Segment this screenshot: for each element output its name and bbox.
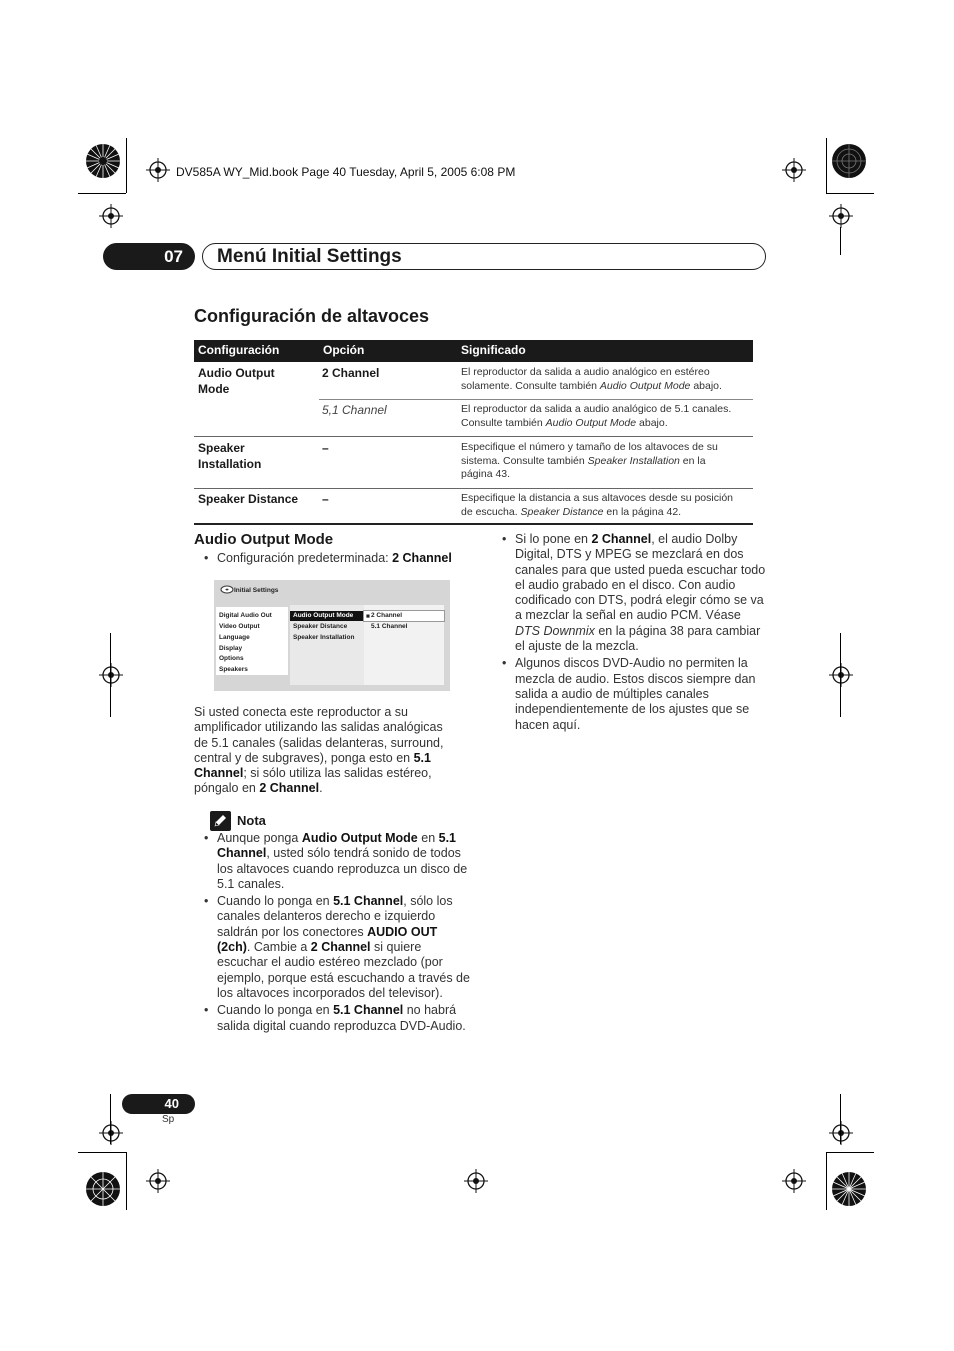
list-item: • Configuración predeterminada: 2 Channel (194, 551, 484, 566)
subsection-title: Audio Output Mode (194, 531, 334, 548)
registration-star-icon (830, 1170, 868, 1208)
submenu-item: Audio Output Mode (293, 612, 354, 619)
menu-item: Digital Audio Out (219, 612, 272, 619)
right-column-list (492, 532, 768, 735)
crosshair-icon (99, 663, 123, 687)
menu-item: Video Output (219, 623, 260, 630)
option-item: 5.1 Channel (371, 623, 408, 630)
column-header: Significado (461, 343, 526, 357)
column-header: Opción (323, 343, 365, 357)
list-item: • Si lo pone en 2 Channel, el audio Dolby Digital, DTS y MPEG se mezclará en dos canales para que usted pueda escuchar todo el audio grabado en el disco. Con audio codificado con DTS, podrá elegir cómo se va a mezclar la señal en audio PCM. Véase DTS Downmix en la página 38 para cambiar el ajuste de la mezcla. (492, 532, 768, 654)
crosshair-icon (829, 204, 853, 228)
table-row-option: 5,1 Channel (322, 403, 387, 417)
submenu-item: Speaker Installation (293, 634, 355, 641)
menu-item: Language (219, 634, 250, 641)
table-row-option: 2 Channel (322, 366, 380, 380)
table-row-meaning: Especifique el número y tamaño de los altavoces de su sistema. Consulte también Speaker Installation en la página 43. (461, 441, 718, 480)
list-item: • Cuando lo ponga en 5.1 Channel, sólo los canales delanteros derecho e izquierdo saldrán por los conectores AUDIO OUT (2ch). Cambie a 2 Channel si quiere escuchar el audio estéreo mezclado (por ejemplo, porque está escuchando a través de los altavoces incorporados del televisor). (194, 894, 474, 1001)
menu-item: Display (219, 645, 243, 652)
chapter-number: 07 (103, 243, 195, 270)
section-title: Configuración de altavoces (194, 306, 430, 326)
list-item: • Aunque ponga Audio Output Mode en 5.1 Channel, usted sólo tendrá sonido de todos los altavoces cuando reproduzca un disco de 5.1 canales. (194, 831, 474, 892)
column-header: Configuración (198, 343, 280, 357)
page-number: 40 (122, 1094, 195, 1114)
body-paragraph: Si usted conecta este reproductor a su amplificador utilizando las salidas analógicas de 5.1 canales (salidas delanteras, surround, central y de subgraves), ponga esto en 5.1 Channel; si sólo utiliza las salidas estéreo, póngalo en 2 Channel. (194, 705, 444, 796)
page-language: Sp (162, 1114, 175, 1125)
crosshair-icon (464, 1169, 488, 1193)
default-setting-list (194, 551, 484, 568)
pencil-icon (210, 811, 231, 831)
note-list (194, 831, 474, 1036)
submenu-item: Speaker Distance (293, 623, 348, 630)
option-item: 2 Channel (371, 612, 403, 619)
table-row-option: – (322, 492, 329, 506)
list-item: • Algunos discos DVD-Audio no permiten la mezcla de audio. Estos discos siempre dan salida a audio de múltiples canales independientemente de los ajustes que se hacen aquí. (492, 656, 768, 732)
table-header (194, 340, 753, 362)
option-selected-marker-icon: ■ (366, 613, 370, 620)
table-row-option: – (322, 441, 329, 455)
crosshair-icon (146, 1169, 170, 1193)
crosshair-icon (782, 1169, 806, 1193)
registration-star-icon (830, 142, 868, 180)
print-header: DV585A WY_Mid.book Page 40 Tuesday, April 5, 2005 6:08 PM (176, 165, 516, 179)
table-row-meaning: El reproductor da salida a audio analógico en estéreo solamente. Consulte también Audio Output Mode abajo. (461, 366, 722, 392)
table-row-meaning: El reproductor da salida a audio analógico de 5.1 canales. Consulte también Audio Output Mode abajo. (461, 403, 732, 429)
crosshair-icon (782, 158, 806, 182)
menu-item: Speakers (219, 666, 248, 673)
registration-star-icon (84, 142, 122, 180)
crosshair-icon (829, 663, 853, 687)
registration-star-icon (84, 1170, 122, 1208)
settings-screenshot (214, 580, 450, 691)
table-row-config: Speaker Distance (198, 492, 299, 506)
table-row-meaning: Especifique la distancia a sus altavoces desde su posición de escucha. Speaker Distance en la página 42. (461, 492, 733, 518)
note-label: Nota (237, 813, 266, 828)
chapter-title: Menú Initial Settings (202, 243, 766, 270)
screenshot-title: Initial Settings (234, 587, 279, 594)
menu-item: Options (219, 655, 244, 662)
crosshair-icon (99, 204, 123, 228)
table-row-config: Audio Output Mode (198, 366, 275, 396)
crosshair-icon (146, 158, 170, 182)
table-row-config: Speaker Installation (198, 441, 262, 471)
disc-icon (220, 585, 234, 594)
crosshair-icon (829, 1121, 853, 1145)
list-item: • Cuando lo ponga en 5.1 Channel no habrá salida digital cuando reproduzca DVD-Audio. (194, 1003, 474, 1034)
crosshair-icon (99, 1121, 123, 1145)
